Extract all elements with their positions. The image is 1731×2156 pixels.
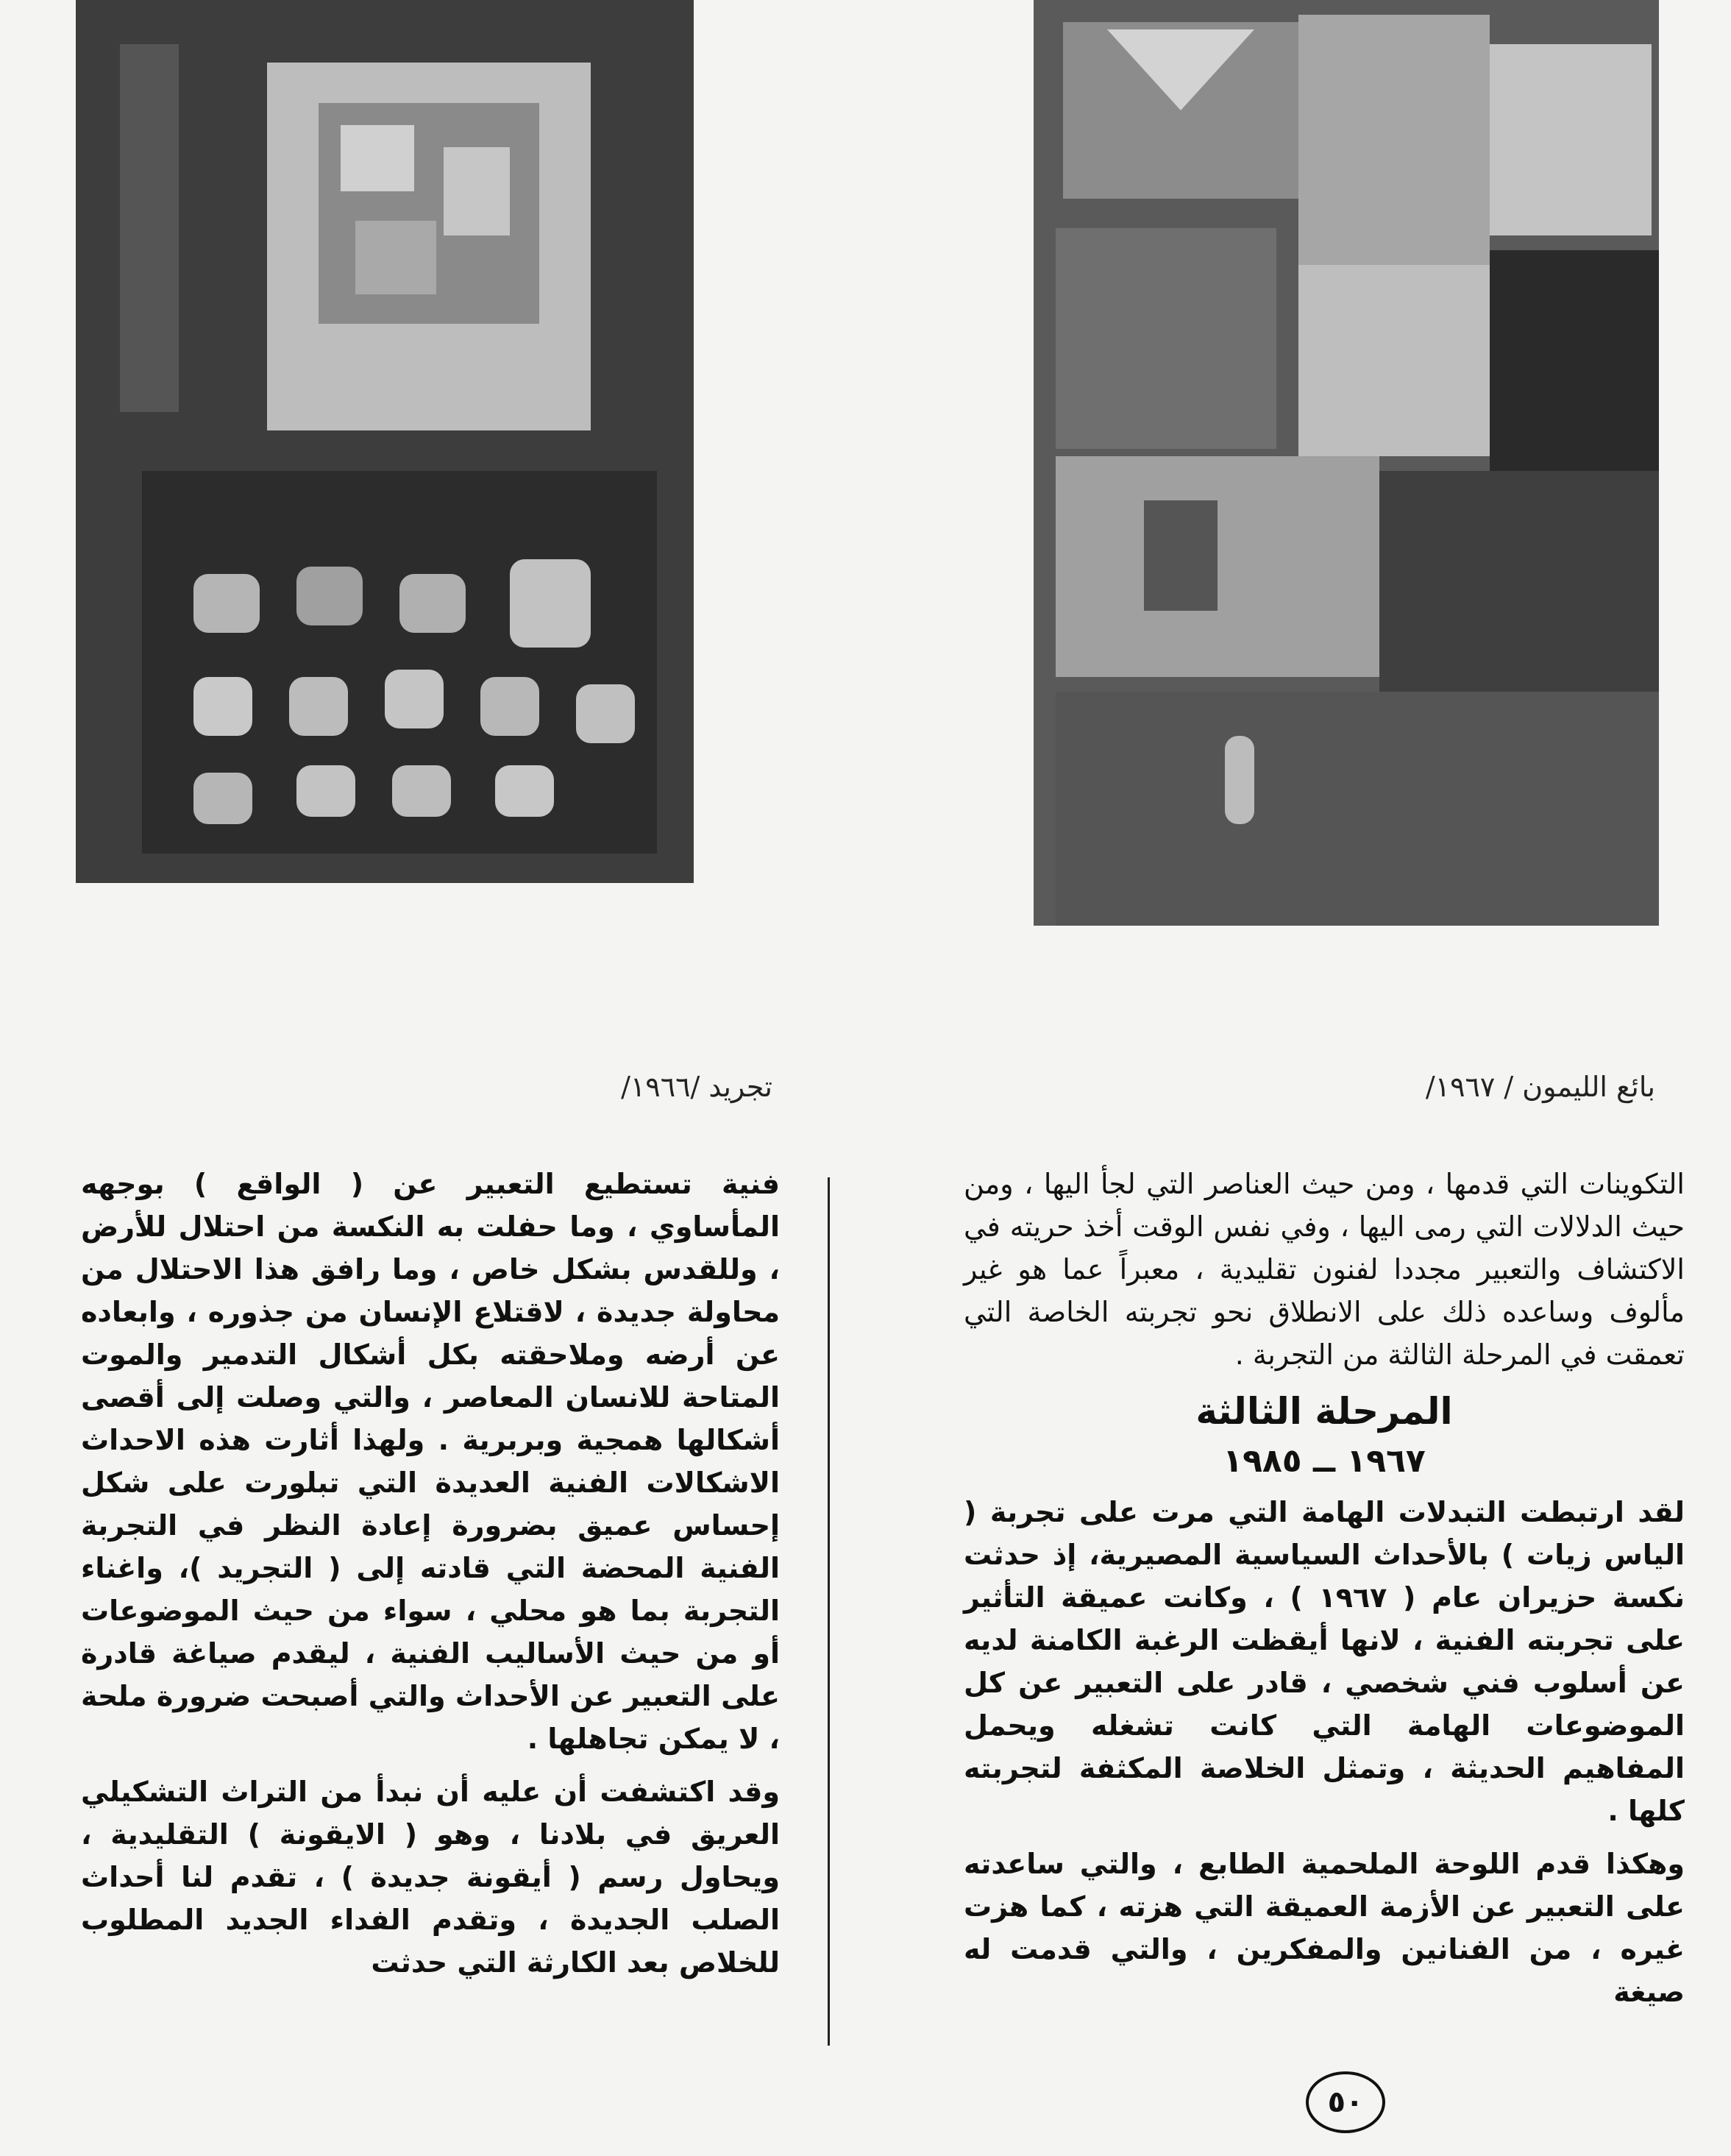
- column-divider: [828, 1177, 830, 2046]
- right-column: [964, 1163, 1685, 2024]
- painting-lemon-seller: [1034, 0, 1659, 926]
- right-column-intro: التكوينات التي قدمها ، ومن حيث العناصر التي لجأ اليها ، ومن حيث الدلالات التي رمى اليها ، وفي نفس الوقت أخذ حريته في الاكتشاف والتعبير مجددا لفنون تقليدية ، معبراً عما هو غير مألوف وساعده ذلك على الانطلاق نحو تجربته الخاصة التي تعمقت في المرحلة الثالثة من التجربة .: [964, 1168, 1685, 1371]
- section-heading: المرحلة الثالثة: [1195, 1390, 1453, 1433]
- caption-left: تجريد /١٩٦٦/: [621, 1071, 772, 1103]
- right-column-paragraph-1: لقد ارتبطت التبدلات الهامة التي مرت على تجربة ( الياس زيات ) بالأحداث السياسية المصيرية، إذ حدثت نكسة حزيران عام ( ١٩٦٧ ) ، وكانت عميقة التأثير على تجربته الفنية ، لانها أيقظت الرغبة الكامنة لديه عن أسلوب فني شخصي ، قادر على التعبير عن كل الموضوعات الهامة التي كانت تشغله ويحمل المفاهيم الحديثة ، وتمثل الخلاصة المكثفة لتجربته كلها .: [964, 1496, 1685, 1827]
- page-number: ٥٠: [1306, 2071, 1385, 2133]
- painting-abstraction: [76, 0, 694, 883]
- left-column: [81, 1163, 780, 1994]
- caption-right: بائع الليمون / ١٩٦٧/: [1425, 1071, 1655, 1103]
- left-column-paragraph-1: فنية تستطيع التعبير عن ( الواقع ) بوجهه المأساوي ، وما حفلت به النكسة من احتلال للأرض ، وللقدس بشكل خاص ، وما رافق هذا الاحتلال من محاولة جديدة ، لاقتلاع الإنسان من جذوره ، وابعاده عن أرضه وملاحقته بكل أشكال التدمير والموت المتاحة للانسان المعاصر ، والتي وصلت إلى أقصى أشكالها همجية وبربرية . ولهذا أثارت هذه الاحداث الاشكالات الفنية العديدة التي تبلورت على شكل إحساس عميق بضرورة إعادة النظر في التجربة الفنية المحضة التي قادته إلى ( التجريد )، واغناء التجربة بما هو محلي ، سواء من حيث الموضوعات أو من حيث الأساليب الفنية ، ليقدم صياغة قادرة على التعبير عن الأحداث والتي أصبحت ضرورة ملحة ، لا يمكن تجاهلها .: [81, 1168, 780, 1755]
- section-years: ١٩٦٧ ــ ١٩٨٥: [1223, 1442, 1426, 1480]
- right-column-paragraph-2: وهكذا قدم اللوحة الملحمية الطابع ، والتي ساعدته على التعبير عن الأزمة العميقة التي هزته ، كما هزت غيره ، من الفنانين والمفكرين ، والتي قدمت له صيغة: [964, 1848, 1685, 2008]
- left-column-paragraph-2: وقد اكتشفت أن عليه أن نبدأ من التراث التشكيلي العريق في بلادنا ، وهو ( الايقونة ) التقليدية ، ويحاول رسم ( أيقونة جديدة ) ، تقدم لنا أحداث الصلب الجديدة ، وتقدم الفداء الجديد المطلوب للخلاص بعد الكارثة التي حدثت: [81, 1776, 780, 1979]
